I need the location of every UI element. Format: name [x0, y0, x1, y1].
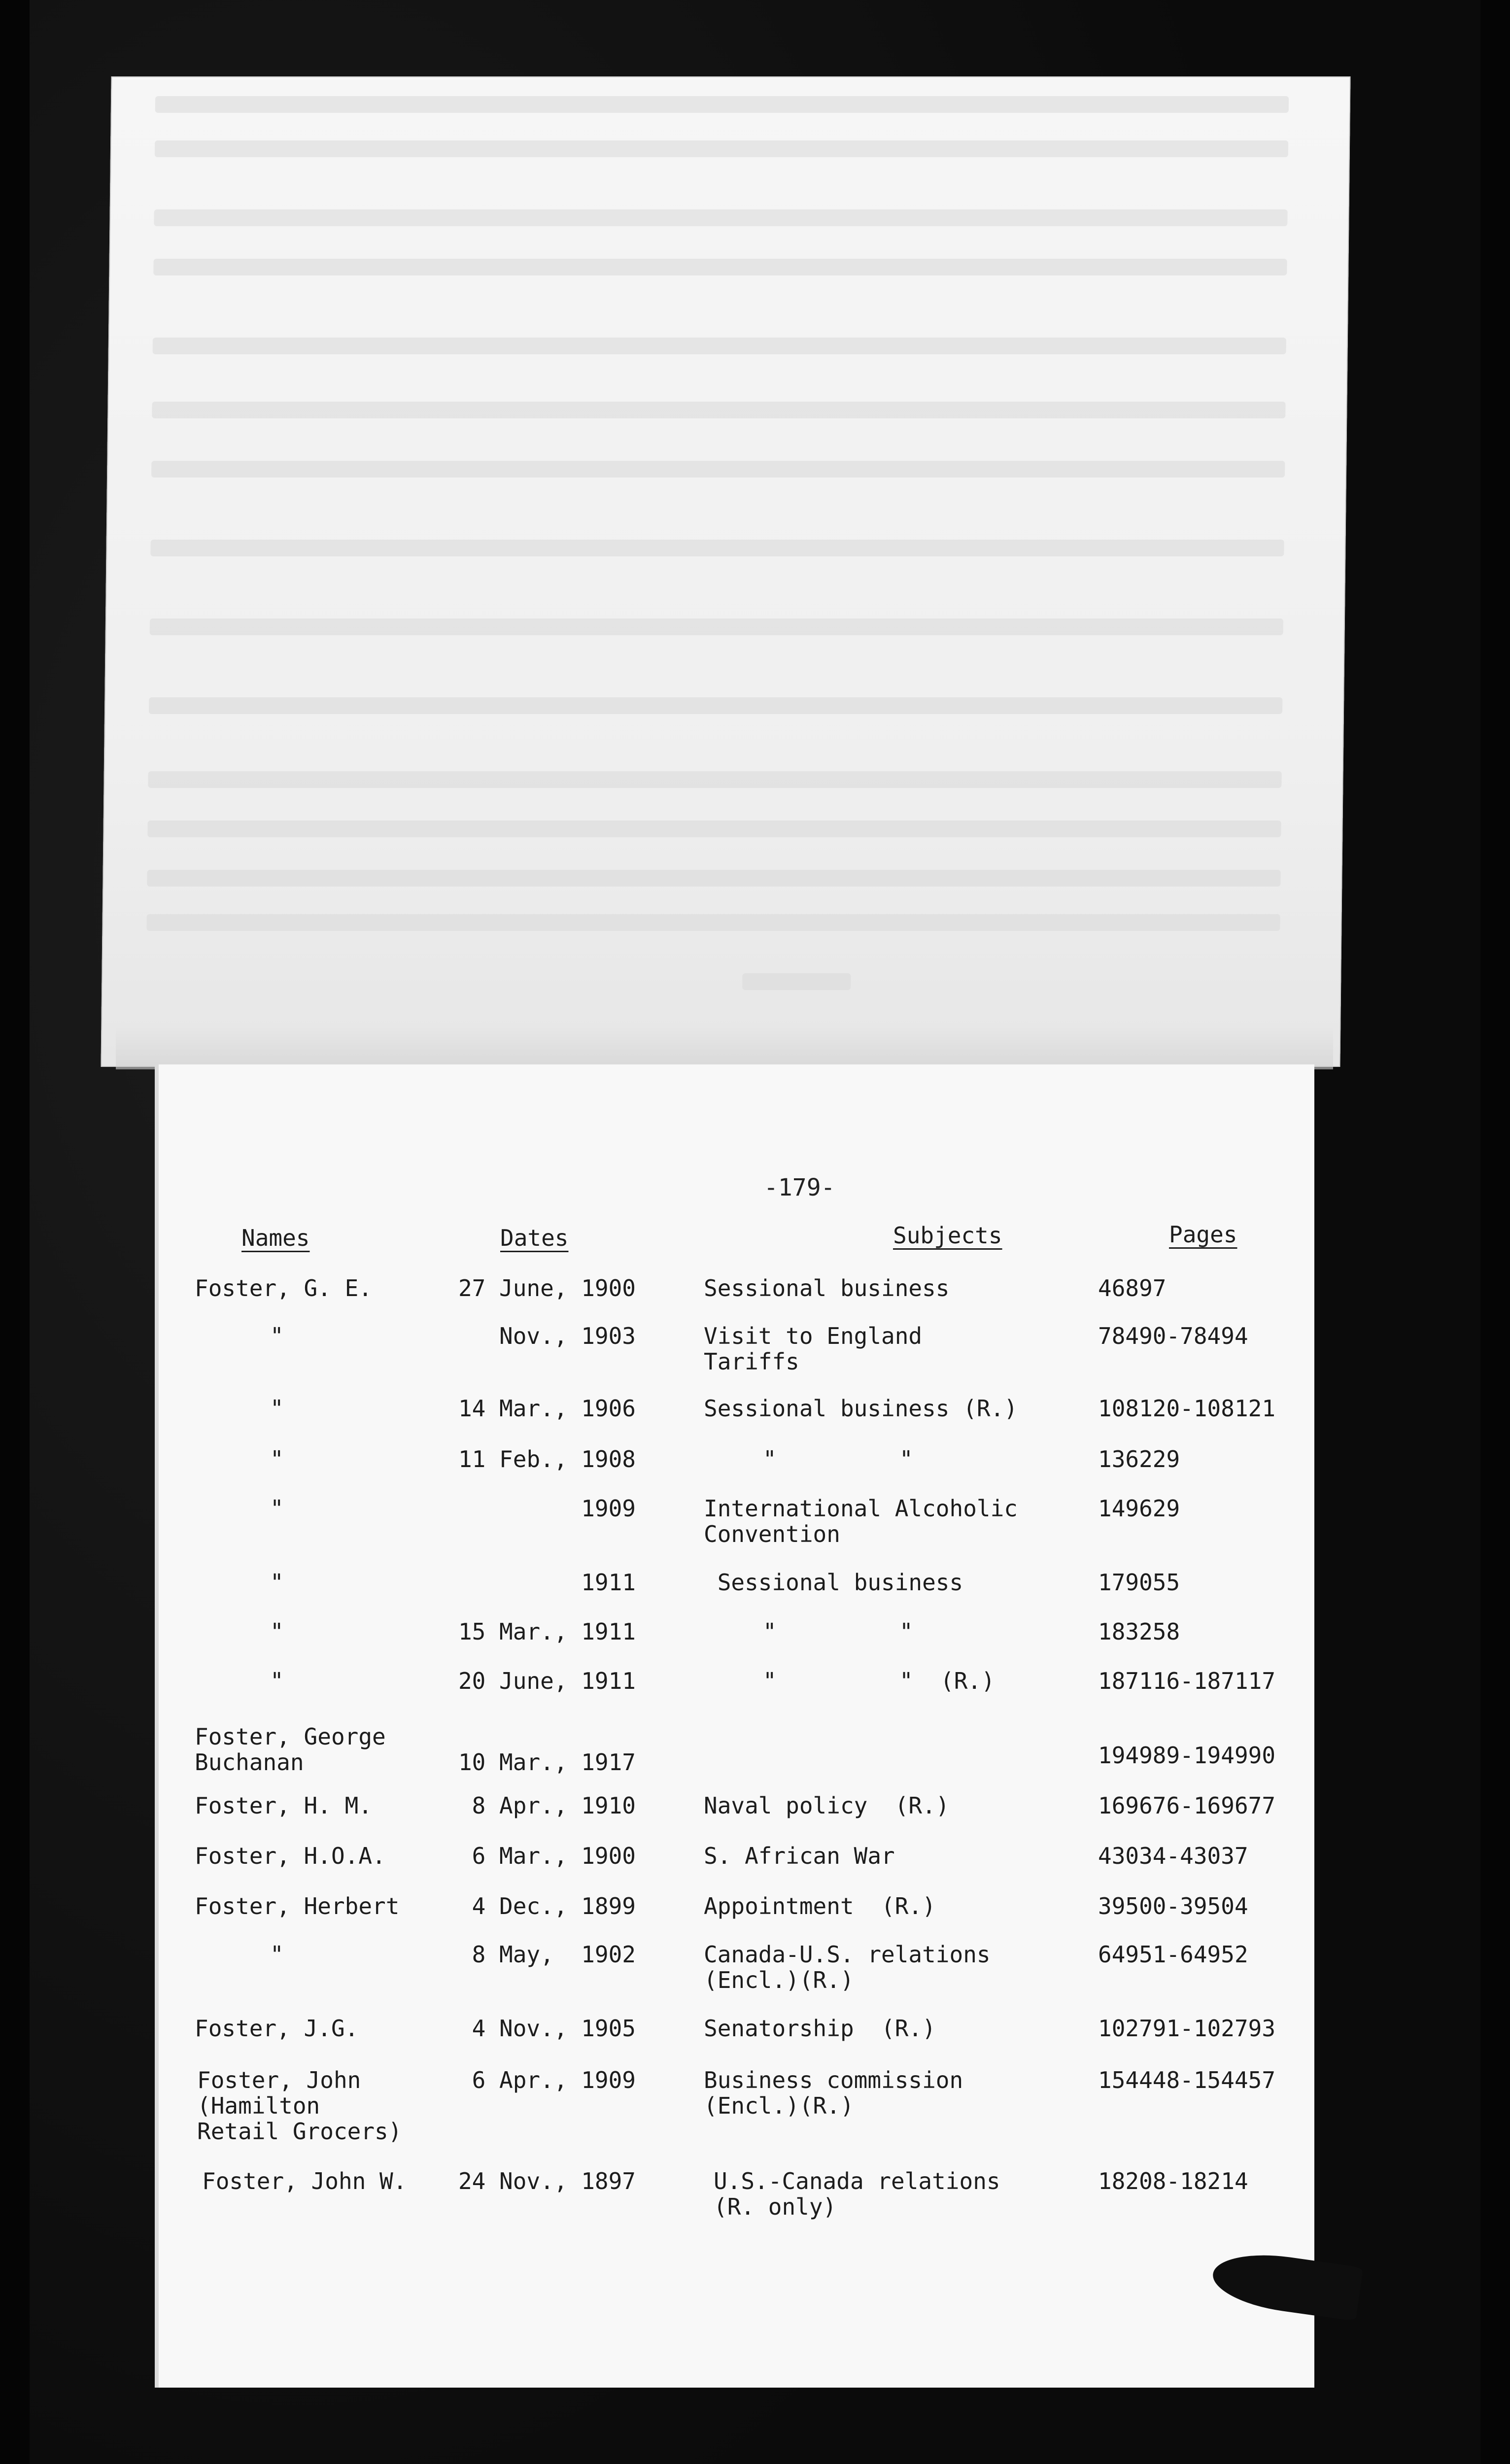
entry-pages: 149629 [1098, 1495, 1180, 1522]
entry-name: Foster, George Buchanan [195, 1723, 386, 1776]
entry-date: 15 Mar., 1911 [458, 1618, 636, 1645]
entry-date: 11 Feb., 1908 [458, 1446, 636, 1472]
entry-date: 6 Apr., 1909 [472, 2067, 636, 2093]
ditto-mark: " [270, 1941, 284, 1968]
page-fold [116, 1025, 1333, 1069]
ghost-text-line [150, 540, 1284, 556]
entry-subject: Naval policy (R.) [704, 1792, 950, 1819]
ghost-text-line [154, 209, 1287, 226]
entry-subject: Sessional business [704, 1275, 950, 1301]
entry-pages: 183258 [1098, 1618, 1180, 1645]
ghost-text-line [151, 461, 1285, 478]
entry-name: Foster, H. M. [195, 1792, 373, 1819]
entry-name: Foster, G. E. [195, 1275, 373, 1301]
entry-pages: 169676-169677 [1098, 1792, 1276, 1819]
entry-pages: 46897 [1098, 1275, 1167, 1301]
entry-date: Nov., 1903 [499, 1323, 636, 1349]
entry-pages: 64951-64952 [1098, 1941, 1248, 1968]
entry-date: 8 Apr., 1910 [472, 1792, 636, 1819]
ghost-text-line [147, 821, 1281, 837]
entry-subject: Visit to England Tariffs [704, 1323, 923, 1375]
entry-pages: 18208-18214 [1098, 2168, 1248, 2194]
ghost-text-line [149, 697, 1282, 714]
entry-subject: " " (R.) [763, 1668, 995, 1694]
entry-subject: Senatorship (R.) [704, 2015, 936, 2042]
entry-date: 20 June, 1911 [458, 1668, 636, 1694]
entry-date: 4 Nov., 1905 [472, 2015, 636, 2042]
entry-pages: 78490-78494 [1098, 1323, 1248, 1349]
ditto-mark: " [270, 1323, 284, 1349]
entry-date: 1911 [581, 1569, 636, 1596]
entry-name: Foster, J.G. [195, 2015, 359, 2042]
entry-subject: Sessional business [704, 1569, 963, 1596]
entry-subject: International Alcoholic Convention [704, 1495, 1018, 1547]
page-number: -179- [764, 1174, 835, 1201]
entry-date: 14 Mar., 1906 [458, 1395, 636, 1422]
ditto-mark: " [270, 1495, 284, 1522]
header-names: Names [241, 1225, 310, 1251]
ditto-mark: " [270, 1446, 284, 1472]
entry-pages: 39500-39504 [1098, 1893, 1248, 1919]
film-edge-right [1480, 0, 1510, 2464]
ditto-mark: " [270, 1618, 284, 1645]
entry-name: Foster, Herbert [195, 1893, 400, 1919]
entry-date: 27 June, 1900 [458, 1275, 636, 1301]
ghost-text-line [146, 914, 1280, 931]
entry-pages: 108120-108121 [1098, 1395, 1276, 1422]
ditto-mark: " [270, 1569, 284, 1596]
entry-date: 6 Mar., 1900 [472, 1843, 636, 1869]
ditto-mark: " [270, 1395, 284, 1422]
entry-pages: 187116-187117 [1098, 1668, 1276, 1694]
entry-pages: 136229 [1098, 1446, 1180, 1472]
entry-pages: 154448-154457 [1098, 2067, 1276, 2093]
header-subjects: Subjects [893, 1222, 1002, 1249]
film-edge-left [0, 0, 30, 2464]
entry-name: Foster, H.O.A. [195, 1843, 386, 1869]
ghost-text-line [148, 771, 1281, 788]
ghost-text-line [150, 618, 1283, 635]
entry-subject: Sessional business (R.) [704, 1395, 1018, 1422]
ghost-text-line [152, 402, 1285, 418]
ghost-text-line [153, 338, 1286, 354]
ghost-text-line [155, 140, 1288, 157]
entry-pages: 43034-43037 [1098, 1843, 1248, 1869]
entry-date: 1909 [581, 1495, 636, 1522]
entry-pages: 179055 [1098, 1569, 1180, 1596]
entry-subject: " " [763, 1618, 913, 1645]
entry-subject: U.S.-Canada relations (R. only) [714, 2168, 1000, 2220]
header-pages: Pages [1169, 1221, 1237, 1248]
entry-date: 24 Nov., 1897 [458, 2168, 636, 2194]
entry-pages: 102791-102793 [1098, 2015, 1276, 2042]
entry-pages: 194989-194990 [1098, 1742, 1276, 1769]
entry-name: Foster, John (Hamilton Retail Grocers) [197, 2067, 402, 2145]
header-dates: Dates [500, 1225, 569, 1251]
entry-subject: Appointment (R.) [704, 1893, 936, 1919]
entry-date: 4 Dec., 1899 [472, 1893, 636, 1919]
entry-subject: " " [763, 1446, 913, 1472]
entry-subject: S. African War [704, 1843, 895, 1869]
ditto-mark: " [270, 1668, 284, 1694]
ghost-text-line [147, 870, 1280, 887]
entry-date: 8 May, 1902 [472, 1941, 636, 1968]
entry-date: 10 Mar., 1917 [458, 1749, 636, 1776]
ghost-text-line [153, 259, 1287, 275]
ghost-text-line [155, 96, 1289, 113]
entry-subject: Business commission (Encl.)(R.) [704, 2067, 963, 2119]
entry-name: Foster, John W. [202, 2168, 407, 2194]
reverse-page [101, 76, 1350, 1067]
ghost-text-line [742, 973, 851, 990]
entry-subject: Canada-U.S. relations (Encl.)(R.) [704, 1941, 991, 1993]
